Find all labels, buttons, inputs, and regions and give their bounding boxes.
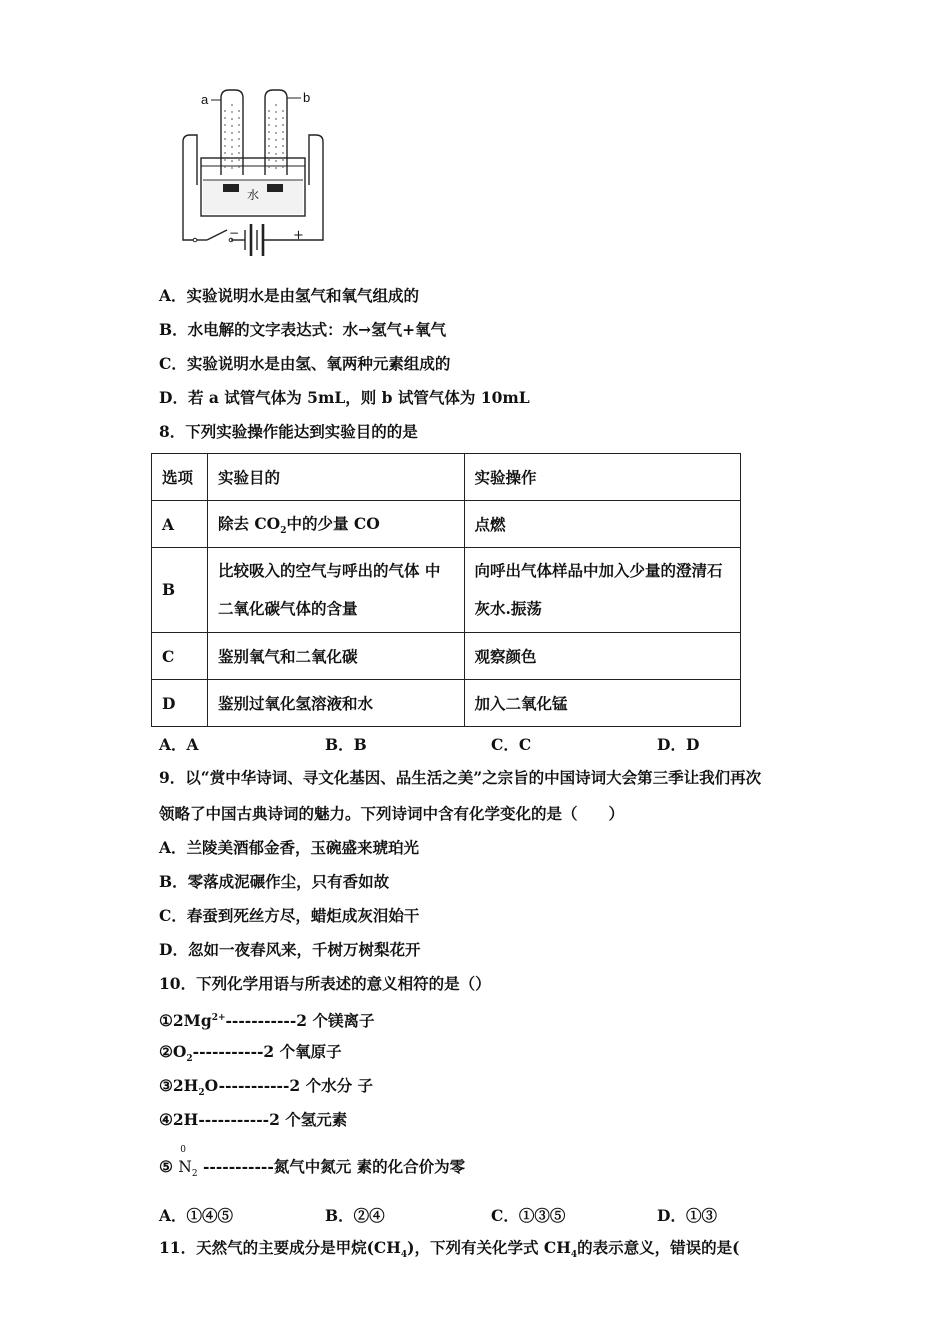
table-header-cell: 实验目的 bbox=[207, 454, 464, 501]
table-cell-operation: 加入二氧化锰 bbox=[464, 680, 741, 727]
table-cell-purpose: 比较吸入的空气与呼出的气体 中二氧化碳气体的含量 bbox=[207, 548, 464, 633]
q10-item-5: ⑤ 0 $N_2$ -----------氮气中氮元 素的化合价为零 bbox=[159, 1145, 466, 1180]
q8-choice-b: B．B bbox=[325, 735, 367, 754]
table-cell-operation: 观察颜色 bbox=[464, 633, 741, 680]
label-water: 水 bbox=[247, 188, 260, 202]
q8-choices bbox=[159, 733, 759, 753]
q10-item-1: $①2Mg^{2+}-----------2$ 个镁离子 bbox=[159, 1011, 375, 1031]
label-b: b bbox=[303, 90, 311, 105]
q10-item-4: ④2H-----------2 个氢元素 bbox=[159, 1110, 348, 1129]
table-header-cell: 选项 bbox=[152, 454, 208, 501]
q9-option-b: B．零落成泥碾作尘，只有香如故 bbox=[159, 872, 390, 891]
label-a: a bbox=[201, 92, 209, 107]
table-header-row bbox=[152, 454, 741, 501]
q11-stem: 11．天然气的主要成分是甲烷$(CH_4)$，下列有关化学式 $CH_4$的表示意义，错误的是( bbox=[159, 1238, 740, 1261]
q9-stem-line-2: 领略了中国古典诗词的魅力。下列诗词中含有化学变化的是（ ） bbox=[159, 804, 625, 823]
table-row bbox=[152, 548, 741, 633]
q10-item-2: $②O_2-----------2$ 个氧原子 bbox=[159, 1042, 342, 1065]
table-cell-operation: 点燃 bbox=[464, 501, 741, 548]
table-row bbox=[152, 633, 741, 680]
experiment-table bbox=[151, 453, 741, 727]
q10-item-3: $③2H_2O-----------2$ 个水分 子 bbox=[159, 1076, 374, 1099]
label-plus: + bbox=[293, 228, 304, 243]
table-row bbox=[152, 501, 741, 548]
table-cell-purpose: 鉴别氧气和二氧化碳 bbox=[207, 633, 464, 680]
table-cell-option: A bbox=[152, 501, 208, 548]
table-cell-operation: 向呼出气体样品中加入少量的澄清石灰水.振荡 bbox=[464, 548, 741, 633]
q8-stem: 8．下列实验操作能达到实验目的的是 bbox=[159, 422, 418, 441]
q10-choice-d: D．①③ bbox=[657, 1206, 717, 1225]
q10-choices bbox=[159, 1204, 759, 1224]
q9-option-c: C．春蚕到死丝方尽，蜡炬成灰泪始干 bbox=[159, 906, 420, 925]
electrolysis-diagram bbox=[175, 80, 335, 270]
label-minus: − bbox=[229, 226, 240, 240]
q7-option-c: C．实验说明水是由氢、氧两种元素组成的 bbox=[159, 354, 451, 373]
table-cell-purpose: 除去 $CO_2$中的少量 CO bbox=[207, 501, 464, 548]
q7-option-b: B．水电解的文字表达式：水→氢气+氧气 bbox=[159, 320, 447, 339]
table-row bbox=[152, 680, 741, 727]
q10-choice-c: C．①③⑤ bbox=[491, 1206, 566, 1225]
table-cell-option: B bbox=[152, 548, 208, 633]
n2-formula: 0 $N_2$ bbox=[178, 1145, 198, 1180]
q10-choice-b: B．②④ bbox=[325, 1206, 385, 1225]
electrolysis-apparatus-svg bbox=[175, 80, 335, 270]
q9-option-a: A．兰陵美酒郁金香，玉碗盛来琥珀光 bbox=[159, 838, 420, 857]
q9-option-d: D．忽如一夜春风来，千树万树梨花开 bbox=[159, 940, 421, 959]
q8-choice-d: D．D bbox=[657, 735, 700, 754]
table-cell-option: C bbox=[152, 633, 208, 680]
q8-choice-a: A．A bbox=[159, 735, 199, 754]
q8-choice-c: C．C bbox=[491, 735, 532, 754]
table-cell-purpose: 鉴别过氧化氢溶液和水 bbox=[207, 680, 464, 727]
q7-option-a: A．实验说明水是由氢气和氧气组成的 bbox=[159, 286, 420, 305]
q10-choice-a: A．①④⑤ bbox=[159, 1206, 234, 1225]
q9-stem-line-1: 9．以“赏中华诗词、寻文化基因、品生活之美”之宗旨的中国诗词大会第三季让我们再次 bbox=[159, 768, 762, 787]
q7-option-d: D．若 a 试管气体为 5mL，则 b 试管气体为 10mL bbox=[159, 388, 530, 407]
q10-stem: 10．下列化学用语与所表述的意义相符的是（） bbox=[159, 974, 491, 993]
table-header-cell: 实验操作 bbox=[464, 454, 741, 501]
table-cell-option: D bbox=[152, 680, 208, 727]
